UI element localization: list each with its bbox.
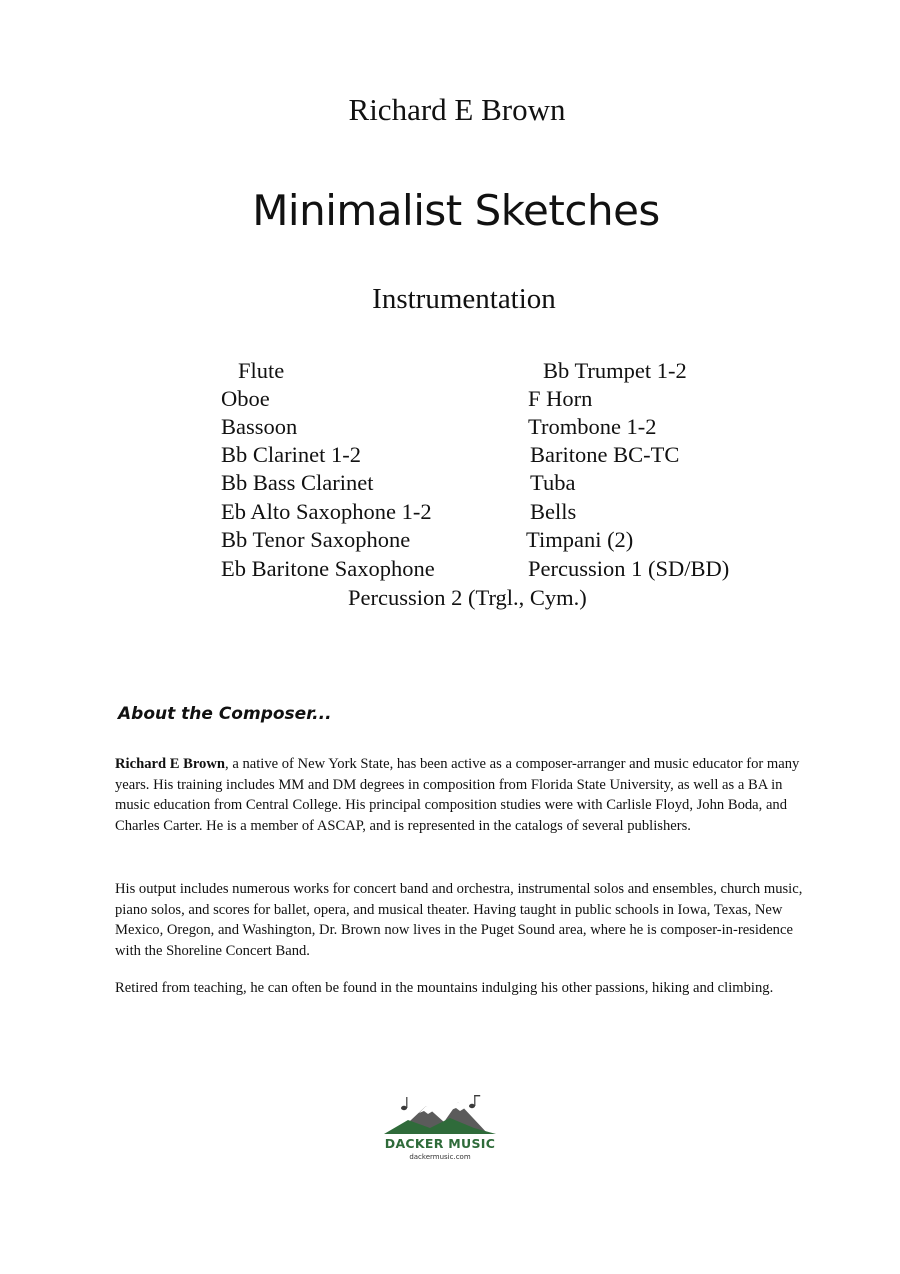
instrument-item: F Horn [528,386,593,411]
instrument-item: Bb Clarinet 1-2 [221,442,361,467]
publisher-logo [378,1094,502,1168]
bio-paragraph-2: His output includes numerous works for concert band and orchestra, instrumental solos and ensembles, church music, piano solos, and scores for ballet, opera, and musical theater. Having taught in public schools in Iowa, Texas, New Mexico, Oregon, and Washington, Dr. Brown now lives in the Puget Sound area, where he is composer-in-residence with the Shoreline Concert Band. [115,881,803,959]
publisher-url: dackermusic.com [409,1153,471,1161]
instrument-item: Eb Alto Saxophone 1-2 [221,499,432,524]
about-heading: About the Composer... [118,704,332,724]
instrument-item: Bassoon [221,414,298,439]
instrument-item: Trombone 1-2 [528,414,657,439]
bio-paragraph-1 [115,754,805,836]
instrument-item: Baritone BC-TC [530,442,680,467]
publisher-name: DACKER MUSIC [384,1136,496,1151]
instrument-item: Tuba [530,470,576,495]
instrument-item: Oboe [221,386,270,411]
instrument-item: Timpani (2) [526,527,634,552]
bio-text: , a native of New York State, has been active as a composer-arranger and music educator for many years. His training includes MM and DM degrees in composition from Florida State University, as well as a BA in music education from Central College. His principal composition studies were with Carlisle Floyd, John Boda, and Charles Carter. He is a member of ASCAP, and is represented in the catalogs of several publishers. [115,756,800,834]
instrument-item: Bb Trumpet 1-2 [543,358,687,383]
instrument-item: Bb Tenor Saxophone [221,527,411,552]
instrument-item: Bells [530,499,577,524]
instrument-item: Bb Bass Clarinet [221,470,374,495]
instrument-item: Flute [238,358,285,383]
section-heading-instrumentation: Instrumentation [372,283,556,315]
bio-composer-name: Richard E Brown [115,756,226,772]
composer-name: Richard E Brown [348,92,566,127]
instrument-item: Percussion 1 (SD/BD) [528,556,730,581]
piece-title: Minimalist Sketches [252,186,660,235]
bio-paragraph-3: Retired from teaching, he can often be found in the mountains indulging his other passions, hiking and climbing. [115,980,774,996]
mountain-music-logo-icon [378,1094,502,1136]
instrument-item: Eb Baritone Saxophone [221,556,435,581]
instrument-item-centered: Percussion 2 (Trgl., Cym.) [348,585,587,610]
